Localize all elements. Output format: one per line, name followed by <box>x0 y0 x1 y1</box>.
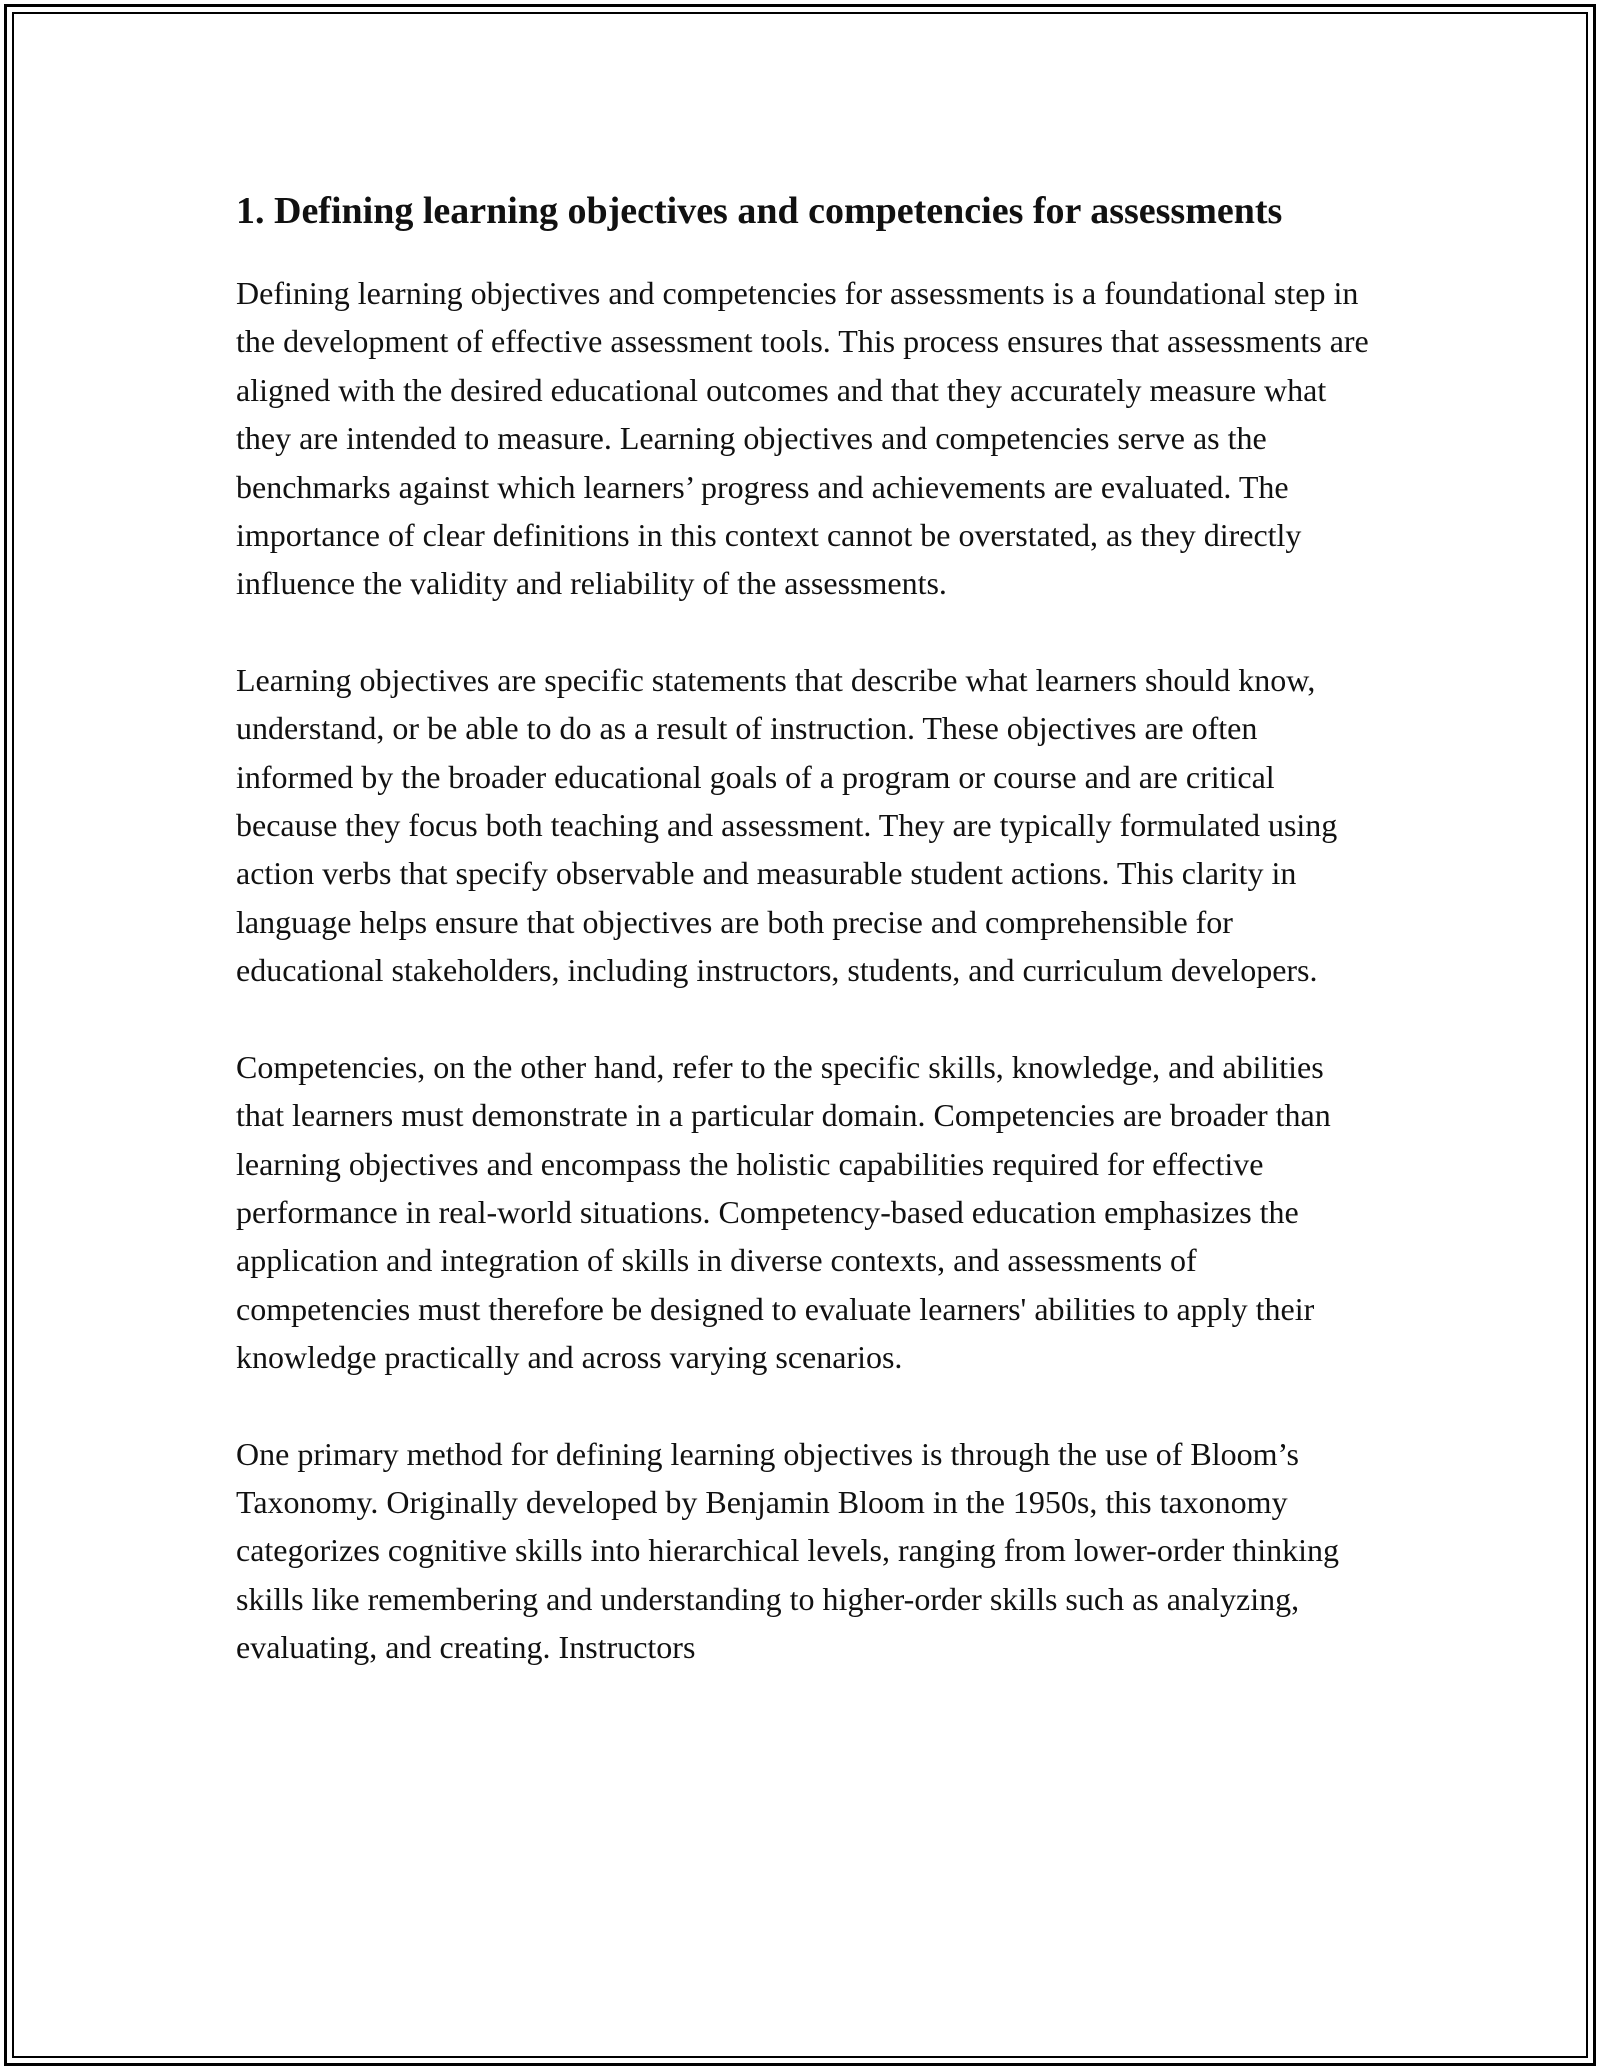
section-title: 1. Defining learning objectives and competencies for assessments <box>236 190 1283 232</box>
paragraph-3: Competencies, on the other hand, refer to the specific skills, knowledge, and abilities that learners must demonstrate in a particular domain. Competencies are broader than learning objectives and encompass the holistic capabilities required for effective performance in real-world situations. Competency-based education emphasizes the application and integration of skills in diverse contexts, and assessments of competencies must therefore be designed to evaluate learners' abilities to apply their knowledge practically and across varying scenarios. <box>236 1048 1331 1376</box>
paragraph-4: One primary method for defining learning objectives is through the use of Bloom’s Taxonomy. Originally developed by Benjamin Bloom in the 1950s, this taxonomy categorizes cognitive skills into hierarchical levels, ranging from lower-order thinking skills like remembering and understanding to higher-order skills such as analyzing, evaluating, and creating. Instructors <box>236 1435 1339 1666</box>
paragraph-1: Defining learning objectives and competencies for assessments is a foundational step in the development of effective assessment tools. This process ensures that assessments are aligned with the desired educational outcomes and that they accurately measure what they are intended to measure. Learning objectives and competencies serve as the benchmarks against which learners’ progress and achievements are evaluated. The importance of clear definitions in this context cannot be overstated, as they directly influence the validity and reliability of the assessments. <box>236 275 1369 602</box>
paragraph-2: Learning objectives are specific statements that describe what learners should know, understand, or be able to do as a result of instruction. These objectives are often informed by the broader educational goals of a program or course and are critical because they focus both teaching and assessment. They are typically formulated using action verbs that specify observable and measurable student actions. This clarity in language helps ensure that objectives are both precise and comprehensible for educational stakeholders, including instructors, students, and curriculum developers. <box>236 661 1338 989</box>
document-body <box>236 184 1376 1672</box>
